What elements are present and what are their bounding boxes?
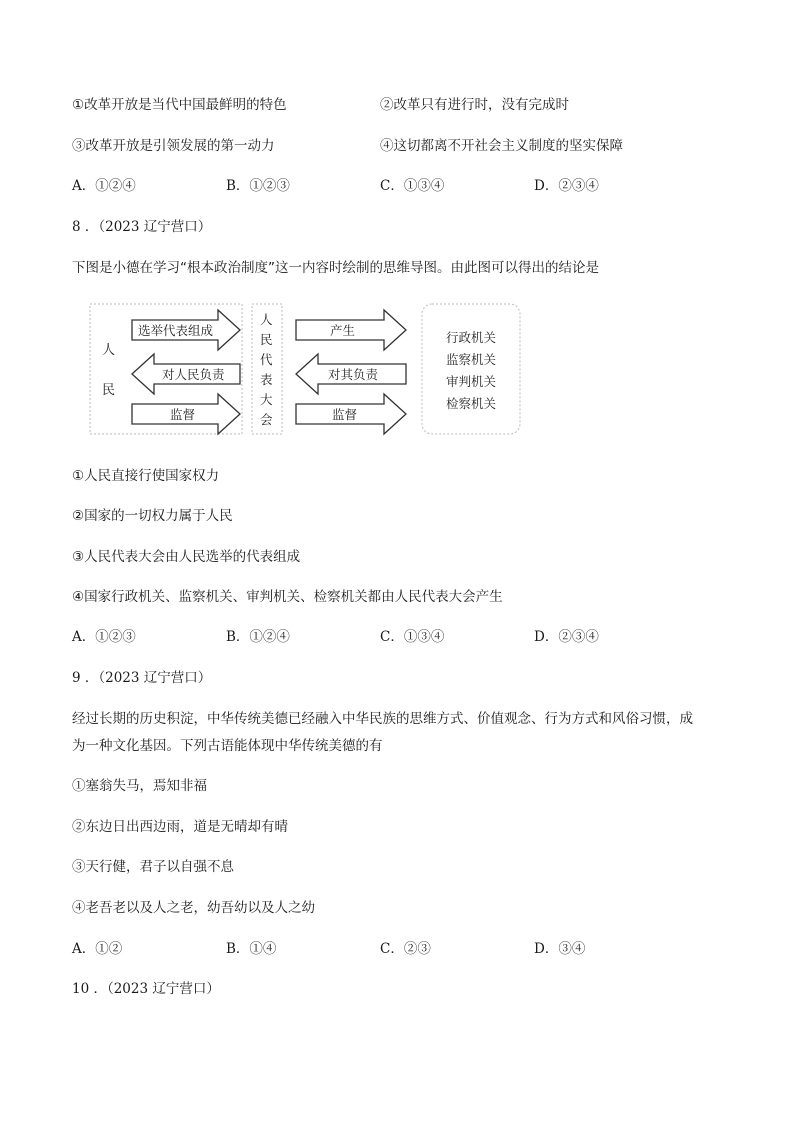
q9-stem-line-2: 为一种文化基因。下列古语能体现中华传统美德的有 <box>72 738 383 754</box>
congress-char-3: 代 <box>260 352 273 367</box>
organ-administrative: 行政机关 <box>446 330 497 345</box>
people-char-2: 民 <box>102 383 116 398</box>
congress-char-2: 民 <box>260 332 273 347</box>
congress-char-6: 会 <box>260 412 273 427</box>
q9-statement-3: ③天行健，君子以自强不息 <box>72 859 234 875</box>
responsible-to-congress-label: 对其负责 <box>328 367 379 382</box>
q8-statement-2: ②国家的一切权力属于人民 <box>72 508 233 524</box>
q10-header: 10 ．（2023 辽宁营口） <box>72 981 220 997</box>
q8-option-c: C．①③④ <box>380 629 445 645</box>
organ-supervisory: 监察机关 <box>446 352 497 367</box>
q7-option-a: A．①②④ <box>72 178 136 194</box>
supervise-right-label: 监督 <box>332 407 358 422</box>
responsible-to-people-label: 对人民负责 <box>162 367 225 382</box>
q7-statement-1: ①改革开放是当代中国最鲜明的特色 <box>72 97 287 113</box>
elect-arrow-label: 选举代表组成 <box>138 323 214 338</box>
q7-statement-2: ②改革只有进行时，没有完成时 <box>380 97 569 113</box>
q9-statement-4: ④老吾老以及人之老，幼吾幼以及人之幼 <box>72 900 315 916</box>
q8-statement-4: ④国家行政机关、监察机关、审判机关、检察机关都由人民代表大会产生 <box>72 589 503 605</box>
q7-statement-3: ③改革开放是引领发展的第一动力 <box>72 138 275 154</box>
q7-option-b: B．①②③ <box>226 178 290 194</box>
q9-stem-line-1: 经过长期的历史积淀，中华传统美德已经融入中华民族的思维方式、价值观念、行为方式和风俗习惯，成 <box>72 711 693 727</box>
q8-stem: 下图是小德在学习“根本政治制度”这一内容时绘制的思维导图。由此图可以得出的结论是 <box>72 260 599 276</box>
q9-option-a: A．①② <box>72 941 123 957</box>
q9-header: 9 ．（2023 辽宁营口） <box>72 670 212 686</box>
q9-statement-2: ②东边日出西边雨，道是无晴却有晴 <box>72 819 288 835</box>
q8-option-b: B．①②④ <box>226 629 290 645</box>
mind-map-diagram <box>88 298 524 440</box>
organ-procuratorial: 检察机关 <box>446 396 497 411</box>
q7-option-d: D．②③④ <box>534 178 599 194</box>
q7-statement-4: ④这切都离不开社会主义制度的坚实保障 <box>380 138 623 154</box>
q8-statement-1: ①人民直接行使国家权力 <box>72 468 220 484</box>
organ-judicial: 审判机关 <box>446 374 497 389</box>
q9-statement-1: ①塞翁失马，焉知非福 <box>72 778 207 794</box>
congress-char-1: 人 <box>260 312 273 327</box>
q8-header: 8 ．（2023 辽宁营口） <box>72 219 212 235</box>
q8-option-a: A．①②③ <box>72 629 136 645</box>
q8-statement-3: ③人民代表大会由人民选举的代表组成 <box>72 549 301 565</box>
people-char-1: 人 <box>102 343 116 358</box>
q9-option-b: B．①④ <box>226 941 277 957</box>
congress-char-4: 表 <box>260 372 273 387</box>
q8-option-d: D．②③④ <box>534 629 599 645</box>
supervise-left-label: 监督 <box>170 407 196 422</box>
q7-option-c: C．①③④ <box>380 178 445 194</box>
produce-label: 产生 <box>330 323 356 338</box>
q9-option-d: D．③④ <box>534 941 586 957</box>
q9-option-c: C．②③ <box>380 941 431 957</box>
organs-box <box>422 304 520 434</box>
congress-char-5: 大 <box>260 392 273 407</box>
